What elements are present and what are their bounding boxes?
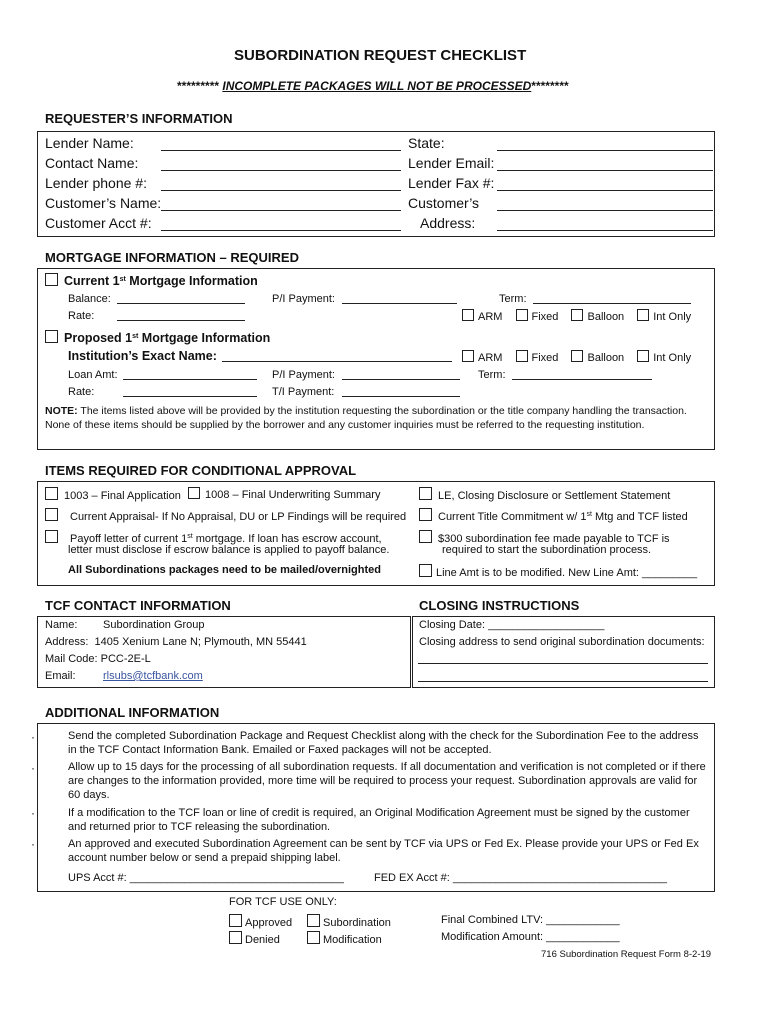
- additional-header: ADDITIONAL INFORMATION: [45, 705, 220, 720]
- item-1003: 1003 – Final Application: [45, 487, 181, 502]
- balance-field[interactable]: [117, 303, 245, 304]
- ti-payment-label: T/I Payment:: [272, 386, 335, 398]
- contact-name-label: Contact Name:: [45, 155, 139, 171]
- customer-name-field[interactable]: [161, 210, 401, 211]
- item-appraisal-checkbox[interactable]: [45, 508, 58, 521]
- int-only-checkbox[interactable]: [637, 350, 649, 362]
- pi-payment-label: P/I Payment:: [272, 293, 335, 305]
- denied-checkbox[interactable]: [229, 931, 242, 944]
- customer-address-field-2[interactable]: [497, 230, 713, 231]
- institution-label: Institution’s Exact Name:: [68, 349, 217, 363]
- item-title-checkbox[interactable]: [419, 508, 432, 521]
- term-field[interactable]: [512, 379, 652, 380]
- item-1008-checkbox[interactable]: [188, 487, 200, 499]
- approved-option: Approved: [229, 914, 292, 929]
- term-label: Term:: [478, 369, 506, 381]
- modification-option: Modification: [307, 931, 382, 946]
- item-fee-checkbox[interactable]: [419, 530, 432, 543]
- closing-address-label: Closing address to send original subordination documents:: [419, 636, 705, 648]
- bullet: ·: [31, 837, 35, 851]
- lender-fax-label: Lender Fax #:: [408, 175, 495, 191]
- additional-p2: Allow up to 15 days for the processing of all subordination requests. If all documentation and verification is not completed or if there are changes to the information provided, more time will be required to process your request. Subordination approvals are valid for 60 days.: [68, 761, 706, 801]
- additional-p3: If a modification to the TCF loan or line of credit is required, an Original Modification Agreement must be signed by the customer and returned prior to TCF releasing the subordination.: [68, 807, 690, 833]
- tcf-name-value: Subordination Group: [103, 619, 205, 631]
- arm-checkbox[interactable]: [462, 309, 474, 321]
- term-label: Term:: [499, 293, 527, 305]
- tcf-email-label: Email:: [45, 670, 76, 682]
- items-header: ITEMS REQUIRED FOR CONDITIONAL APPROVAL: [45, 463, 357, 478]
- pi-payment-field[interactable]: [342, 303, 457, 304]
- arm-checkbox[interactable]: [462, 350, 474, 362]
- lender-email-field[interactable]: [497, 170, 713, 171]
- closing-date: Closing Date: ___________________: [419, 619, 605, 631]
- subordination-checkbox[interactable]: [307, 914, 320, 927]
- lender-phone-field[interactable]: [161, 190, 401, 191]
- customer-acct-field[interactable]: [161, 230, 401, 231]
- ups-acct: UPS Acct #: ___________________________________: [68, 872, 344, 884]
- item-fee-line2: required to start the subordination process.: [442, 544, 652, 556]
- lender-fax-field[interactable]: [497, 190, 713, 191]
- item-line-amt-checkbox[interactable]: [419, 564, 432, 577]
- lender-email-label: Lender Email:: [408, 155, 495, 171]
- tcf-mail-code: Mail Code: PCC-2E-L: [45, 653, 151, 665]
- mailed-notice: All Subordinations packages need to be mailed/overnighted: [68, 564, 381, 576]
- approved-checkbox[interactable]: [229, 914, 242, 927]
- proposed-mortgage-heading: Proposed 1st Mortgage Information: [45, 330, 270, 345]
- item-payoff: Payoff letter of current 1st mortgage. If loan has escrow account,: [45, 530, 382, 545]
- closing-address-field-1[interactable]: [418, 663, 708, 664]
- pi-payment-label: P/I Payment:: [272, 369, 335, 381]
- subordination-option: Subordination: [307, 914, 391, 929]
- tcf-name-label: Name:: [45, 619, 78, 631]
- requester-header: REQUESTER’S INFORMATION: [45, 111, 233, 126]
- tcf-contact-box: [37, 616, 411, 688]
- loan-amt-field[interactable]: [123, 379, 257, 380]
- page-title: SUBORDINATION REQUEST CHECKLIST: [234, 47, 527, 64]
- bullet: ·: [31, 761, 35, 775]
- form-footer: 716 Subordination Request Form 8-2-19: [541, 949, 712, 960]
- term-field[interactable]: [533, 303, 691, 304]
- current-loan-type-options: ARM Fixed Balloon Int Only: [462, 309, 691, 323]
- lender-name-field[interactable]: [161, 150, 401, 151]
- tcf-use-label: FOR TCF USE ONLY:: [229, 896, 337, 908]
- institution-field[interactable]: [222, 361, 452, 362]
- rate-field[interactable]: [117, 320, 245, 321]
- closing-header: CLOSING INSTRUCTIONS: [419, 598, 580, 613]
- balance-label: Balance:: [68, 293, 111, 305]
- customer-name-label: Customer’s Name:: [45, 195, 162, 211]
- lender-phone-label: Lender phone #:: [45, 175, 147, 191]
- modification-checkbox[interactable]: [307, 931, 320, 944]
- mortgage-note: NOTE: The items listed above will be provided by the institution requesting the subordination or the title company handling the transaction. None of these items should be supplied by the borrower and any customer inquiries must be referred to the requesting institution.: [45, 405, 687, 431]
- fedex-acct: FED EX Acct #: ___________________________________: [374, 872, 667, 884]
- item-le-checkbox[interactable]: [419, 487, 432, 500]
- proposed-loan-type-options: ARM Fixed Balloon Int Only: [462, 350, 691, 364]
- item-appraisal: Current Appraisal- If No Appraisal, DU or LP Findings will be required: [45, 508, 406, 523]
- proposed-mortgage-checkbox[interactable]: [45, 330, 58, 343]
- customer-address-field-1[interactable]: [497, 210, 713, 211]
- closing-address-field-2[interactable]: [418, 681, 708, 682]
- item-payoff-checkbox[interactable]: [45, 530, 58, 543]
- tcf-contact-header: TCF CONTACT INFORMATION: [45, 598, 231, 613]
- loan-amt-label: Loan Amt:: [68, 369, 118, 381]
- modification-amount: Modification Amount: ____________: [441, 931, 620, 943]
- contact-name-field[interactable]: [161, 170, 401, 171]
- bullet: ·: [31, 806, 35, 820]
- customer-acct-label: Customer Acct #:: [45, 215, 152, 231]
- rate-label: Rate:: [68, 386, 95, 398]
- additional-p1: Send the completed Subordination Package and Request Checklist along with the check for the Subordination Fee to the address in the TCF Contact Information Bank. Emailed or Faxed packages will not be accepted.: [68, 730, 699, 756]
- balloon-checkbox[interactable]: [571, 309, 583, 321]
- item-1008: 1008 – Final Underwriting Summary: [188, 487, 380, 501]
- tcf-address: Address: 1405 Xenium Lane N; Plymouth, MN 55441: [45, 636, 307, 648]
- item-payoff-line2: letter must disclose if escrow balance is applied to payoff balance.: [68, 544, 390, 556]
- item-1003-checkbox[interactable]: [45, 487, 58, 500]
- rate-field[interactable]: [123, 396, 257, 397]
- state-label: State:: [408, 135, 445, 151]
- pi-payment-field[interactable]: [342, 379, 460, 380]
- customers-label: Customer’s: [408, 195, 480, 211]
- item-title-commitment: Current Title Commitment w/ 1st Mtg and TCF listed: [419, 508, 688, 523]
- tcf-email-link[interactable]: rlsubs@tcfbank.com: [103, 670, 203, 682]
- state-field[interactable]: [497, 150, 713, 151]
- additional-p4: An approved and executed Subordination Agreement can be sent by TCF via UPS or Fed Ex. Please provide your UPS or Fed Ex account number below or send a prepaid shipping label.: [68, 838, 699, 864]
- denied-option: Denied: [229, 931, 280, 946]
- current-mortgage-heading: Current 1st Mortgage Information: [45, 273, 258, 288]
- ti-payment-field[interactable]: [342, 396, 460, 397]
- fixed-checkbox[interactable]: [516, 350, 528, 362]
- mortgage-header: MORTGAGE INFORMATION – REQUIRED: [45, 250, 299, 265]
- rate-label: Rate:: [68, 310, 95, 322]
- final-ltv: Final Combined LTV: ____________: [441, 914, 620, 926]
- int-only-checkbox[interactable]: [637, 309, 649, 321]
- item-fee: $300 subordination fee made payable to TCF is: [419, 530, 670, 545]
- item-line-amt: Line Amt is to be modified. New Line Amt: _________: [419, 564, 697, 579]
- fixed-checkbox[interactable]: [516, 309, 528, 321]
- lender-name-label: Lender Name:: [45, 135, 134, 151]
- balloon-checkbox[interactable]: [571, 350, 583, 362]
- current-mortgage-checkbox[interactable]: [45, 273, 58, 286]
- address-label: Address:: [420, 215, 476, 231]
- incomplete-warning: ********* INCOMPLETE PACKAGES WILL NOT BE PROCESSED********: [177, 79, 569, 93]
- bullet: ·: [31, 730, 35, 744]
- item-le: LE, Closing Disclosure or Settlement Statement: [419, 487, 670, 502]
